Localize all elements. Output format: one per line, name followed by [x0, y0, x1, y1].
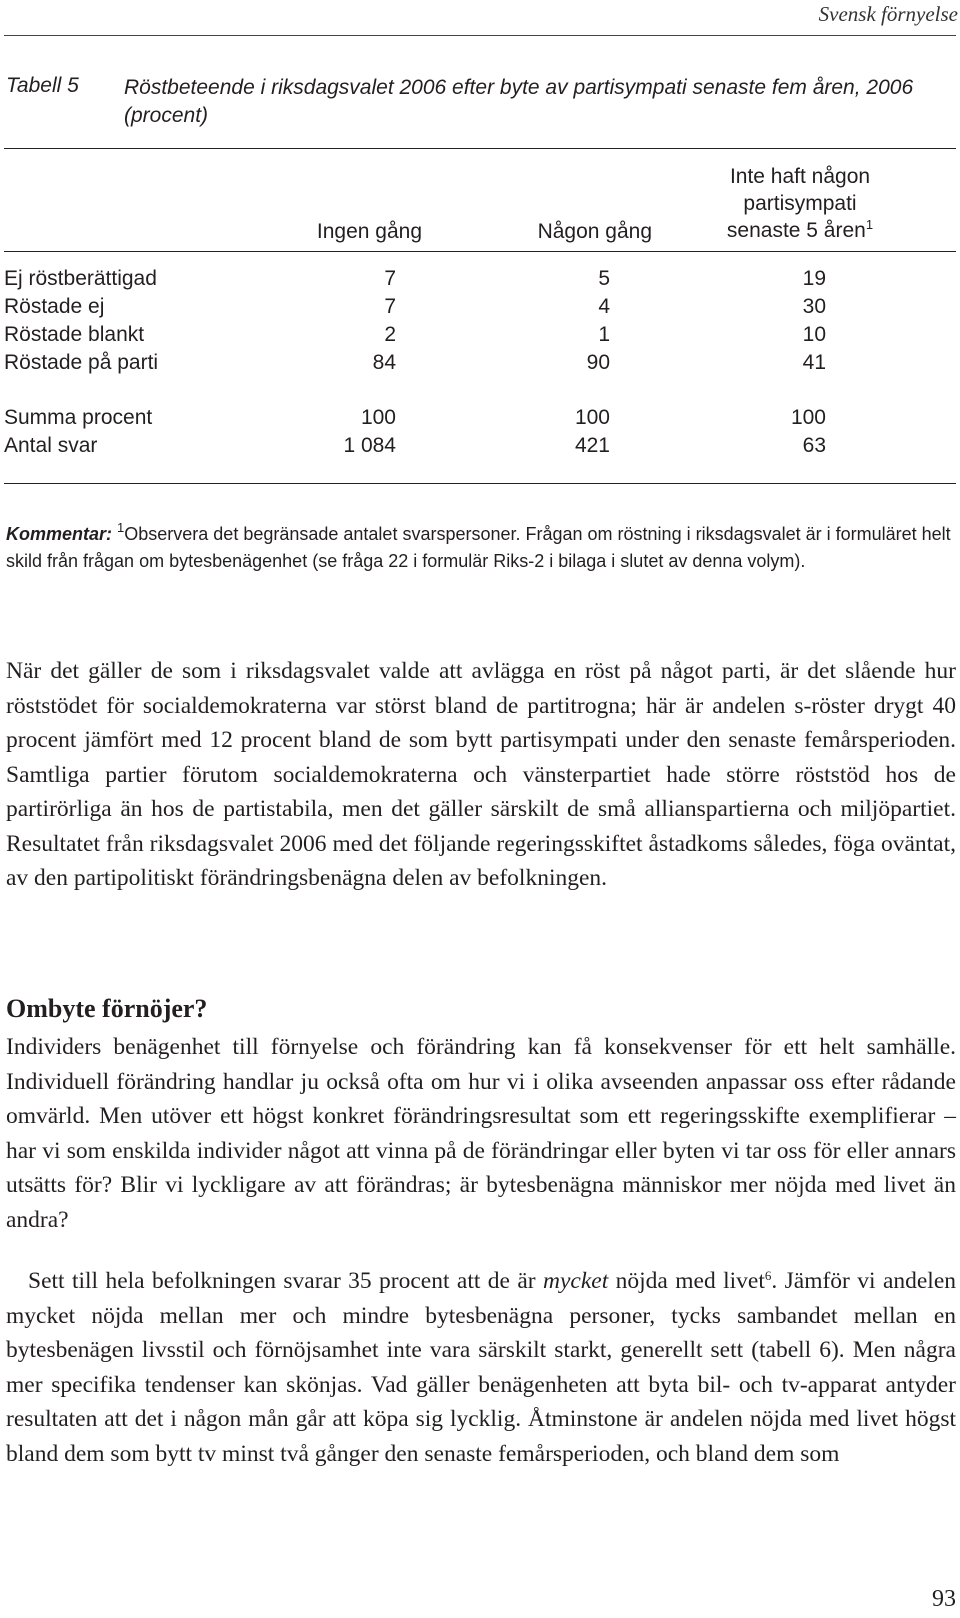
paragraph-text: nöjda med livet	[608, 1268, 765, 1294]
column-header-line: Någon gång	[537, 220, 652, 243]
cell-ingen-sympati: 30	[802, 295, 826, 318]
table-row	[4, 403, 904, 432]
table-top-rule	[4, 148, 956, 149]
table-row	[4, 431, 904, 460]
footnote-mark: 6	[764, 1268, 772, 1283]
cell-nagon-gang: 90	[586, 351, 610, 374]
table-header-rule	[4, 251, 956, 252]
table-comment	[6, 521, 954, 575]
table-label: Tabell 5	[6, 74, 79, 97]
column-header-line: partisympati	[743, 192, 857, 215]
footnote-mark: 1	[117, 520, 125, 535]
page-number: 93	[932, 1586, 956, 1612]
column-header-text: senaste 5 åren	[726, 219, 866, 242]
column-header-line: Inte haft någon	[729, 165, 871, 188]
row-label: Röstade blankt	[4, 323, 145, 346]
row-label: Röstade ej	[4, 295, 105, 318]
cell-ingen-sympati: 41	[802, 351, 826, 374]
table-row	[4, 264, 904, 293]
table-row	[4, 292, 904, 321]
table-bottom-rule	[4, 483, 956, 484]
cell-ingen-sympati: 19	[802, 267, 826, 290]
running-head: Svensk förnyelse	[818, 2, 958, 26]
cell-ingen-gang: 2	[384, 323, 396, 346]
comment-label: Kommentar:	[6, 524, 113, 544]
table-row	[4, 320, 904, 349]
paragraph	[6, 1264, 956, 1471]
cell-ingen-gang: 84	[372, 351, 396, 374]
cell-nagon-gang: 100	[574, 406, 610, 429]
cell-ingen-sympati: 63	[802, 434, 826, 457]
column-header-line	[700, 217, 900, 244]
row-label: Antal svar	[4, 434, 98, 457]
paragraph-text: . Jämför vi andelen mycket nöjda mellan mer och mindre bytesbenägna personer, tycks sambandet mellan en bytesbenägen livsstil och förnöjsamhet inte vara särskilt starkt, generellt sett (tabell 6). Men några mer specifika tendenser kan skönjas. Vad gäller benägenheten att byta bil- och tv-apparat antyder resultaten att det i någon mån går att köpa sig lycklig. Åtminstone är andelen nöjda med livet högst bland dem som bytt tv minst två gånger den senaste femårsperioden, och bland dem som	[6, 1268, 957, 1467]
comment-text: Observera det begränsade antalet svarspersoner. Frågan om röstning i riksdagsvalet är i formuläret helt skild från frågan om bytesbenägenhet (se fråga 22 i formulär Riks-2 i bilaga i slutet av denna volym).	[6, 524, 951, 571]
cell-ingen-gang: 100	[360, 406, 396, 429]
cell-nagon-gang: 1	[598, 323, 610, 346]
cell-nagon-gang: 421	[574, 434, 610, 457]
cell-nagon-gang: 5	[598, 267, 610, 290]
table-title: Röstbeteende i riksdagsvalet 2006 efter byte av partisympati senaste fem åren, 2006 (procent)	[124, 76, 914, 127]
row-label: Summa procent	[4, 406, 153, 429]
column-header-nagon-gang	[490, 218, 652, 245]
cell-ingen-gang: 1 084	[343, 434, 396, 457]
row-label: Röstade på parti	[4, 351, 159, 374]
table-row	[4, 348, 904, 377]
column-header-line: Ingen gång	[316, 220, 422, 243]
cell-ingen-sympati: 10	[802, 323, 826, 346]
paragraph-text: Sett till hela befolkningen svarar 35 procent att de är	[28, 1268, 544, 1294]
cell-ingen-gang: 7	[384, 295, 396, 318]
row-label: Ej röstberättigad	[4, 267, 157, 290]
column-header-ingen-sympati	[700, 163, 900, 244]
section-heading: Ombyte förnöjer?	[6, 994, 208, 1023]
paragraph: Individers benägenhet till förnyelse och förändring kan få konsekvenser för ett helt samhälle. Individuell förändring handlar ju också ofta om hur vi i olika avseenden anpassar oss efter rådande omvärld. Men utöver ett högst konkret förändringsresultat som ett regeringsskifte exemplifierar – har vi som enskilda individer något att vinna på de förändringar eller byten vi tar oss för eller annars utsätts för? Blir vi lyckligare av att förändras; är bytesbenägna människor mer nöjda med livet än andra?	[6, 1034, 956, 1233]
footnote-mark: 1	[865, 217, 874, 232]
emphasis: mycket	[543, 1268, 609, 1294]
paragraph: När det gäller de som i riksdagsvalet valde att avlägga en röst på något parti, är det slående hur röststödet för socialdemokraterna var störst bland de partitrogna; här är andelen s-röster drygt 40 procent jämfört med 12 procent bland de som bytt partisympati under den senaste femårsperioden. Samtliga partier förutom socialdemokraterna och vänsterpartiet hade större röststöd hos de partirörliga än hos de partistabila, men det gäller särskilt de små allianspartierna och miljöpartiet. Resultatet från riksdagsvalet 2006 med det följande regeringsskiftet åstadkoms således, föga oväntat, av den partipolitiskt förändringsbenägna delen av befolkningen.	[6, 658, 956, 891]
column-header-ingen-gang	[270, 218, 422, 245]
cell-nagon-gang: 4	[598, 295, 610, 318]
cell-ingen-gang: 7	[384, 267, 396, 290]
header-rule	[4, 35, 956, 36]
cell-ingen-sympati: 100	[790, 406, 826, 429]
